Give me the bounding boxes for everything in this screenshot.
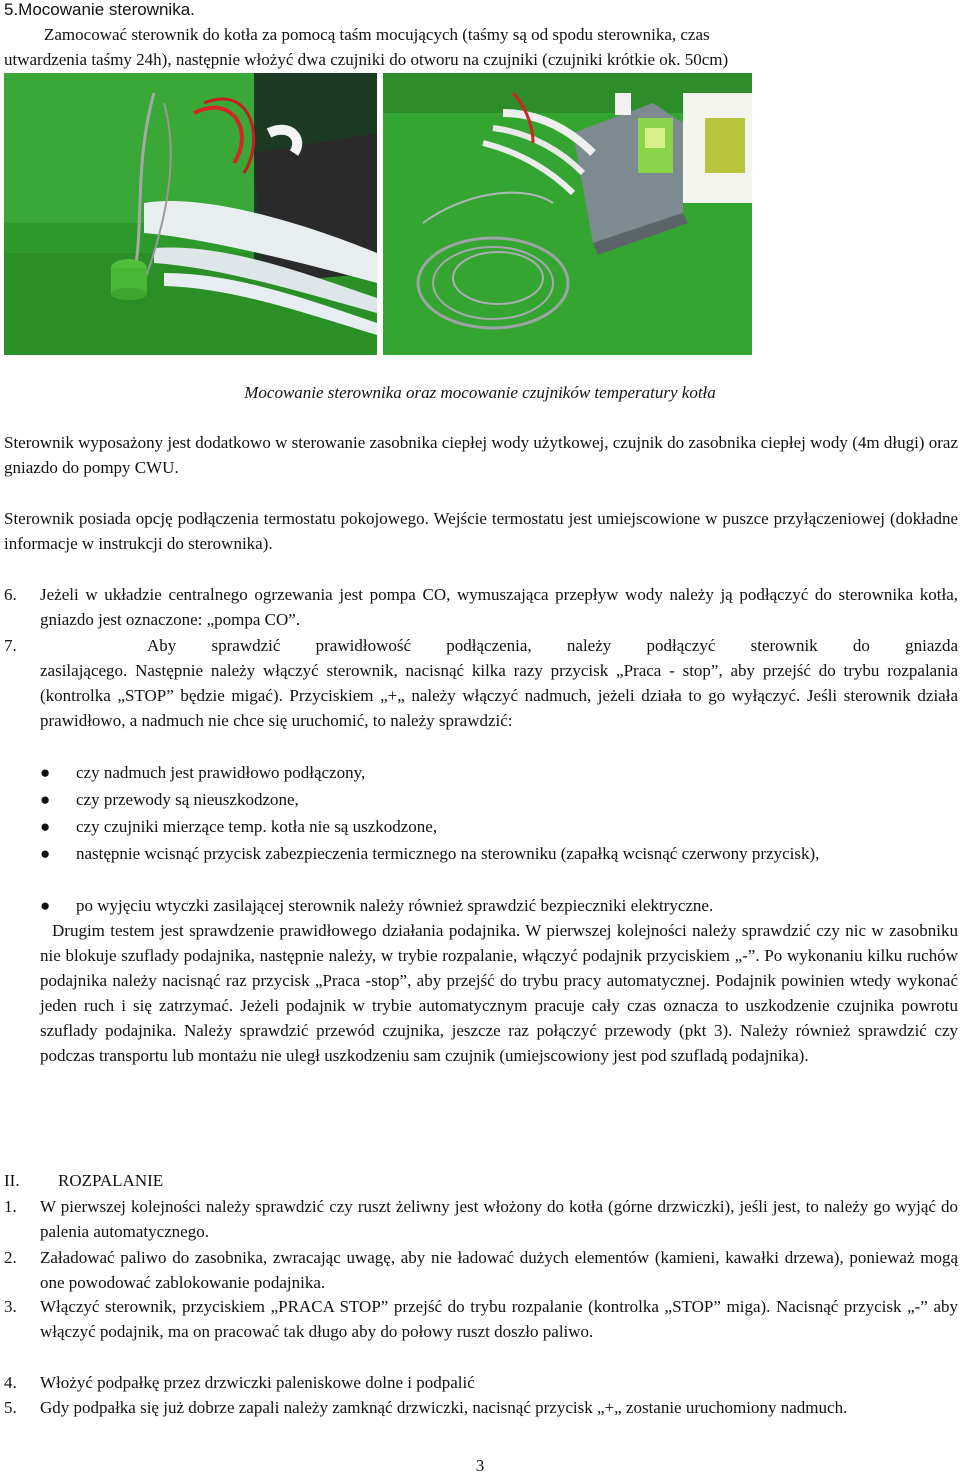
- step-number: 5.: [4, 1398, 17, 1417]
- step-number: 4.: [4, 1373, 17, 1392]
- item-7-text: zasilającego. Następnie należy włączyć sterownik, nacisnąć kilka razy przycisk „Praca - stop”, aby przejść do trybu rozpalania (kontrolka „STOP” będzie migać). Przyciskiem „+„ należy włączyć nadmuch, jeżeli działa to go wyłączyć. Jeśli sterownik działa prawidłowo, a nadmuch nie chce się uruchomić, to należy sprawdzić:: [40, 661, 958, 730]
- paragraph-cwu: Sterownik wyposażony jest dodatkowo w sterowanie zasobnika ciepłej wody użytkowej, czujnik do zasobnika ciepłej wody (4m długi) oraz gniazdo do pompy CWU.: [4, 433, 958, 477]
- list-item: następnie wcisnąć przycisk zabezpieczenia termicznego na sterowniku (zapałką wcisnąć czerwony przycisk),: [76, 844, 820, 863]
- paragraph-feeder-test: Drugim testem jest sprawdzenie prawidłowego działania podajnika. W pierwszej kolejności należy sprawdzić czy nic w zasobniku nie blokuje szuflady podajnika, następnie należy, w trybie rozpalanie, włączyć podajnik przyciskiem „-”. Po wykonaniu kilku ruchów podajnika należy nacisnąć raz przycisk „Praca -stop”, aby przejść do trybu pracy automatycznej. Podajnik powinien wtedy wykonać jeden ruch i się zatrzymać. Jeżeli podajnik w trybie automatycznym pracuje cały czas oznacza to uszkodzenie czujnika powrotu szuflady podajnika. Należy sprawdzić przewód czujnika, jeszcze raz połączyć przewody (pkt 3). Należy również sprawdzić czy podczas transportu lub montażu nie uległ uszkodzeniu sam czujnik (umiejscowiony jest pod szufladą podajnika).: [40, 921, 958, 1065]
- item-6-text: Jeżeli w układzie centralnego ogrzewania jest pompa CO, wymuszająca przepływ wody należy ją podłączyć do sterownika kotła, gniazdo jest oznaczone: „pompa CO”.: [40, 585, 958, 629]
- intro-line-2: utwardzenia taśmy 24h), następnie włożyć dwa czujniki do otworu na czujniki (czujniki krótkie ok. 50cm): [4, 50, 729, 69]
- step-number: 1.: [4, 1197, 17, 1216]
- section-number: II.: [4, 1171, 20, 1190]
- step-number: 2.: [4, 1248, 17, 1267]
- bullet-icon: ●: [40, 817, 51, 836]
- item-number: 6.: [4, 585, 17, 604]
- list-item: czy czujniki mierzące temp. kotła nie są uszkodzone,: [76, 817, 438, 836]
- step-text: Włożyć podpałkę przez drzwiczki paleniskowe dolne i podpalić: [40, 1373, 475, 1392]
- section-heading: 5.Mocowanie sterownika.: [4, 0, 195, 19]
- list-item: czy nadmuch jest prawidłowo podłączony,: [76, 763, 366, 782]
- bullet-icon: ●: [40, 790, 51, 809]
- step-text: Załadować paliwo do zasobnika, zwracając uwagę, aby nie ładować dużych elementów (kamieni, kawałki drzewa), ponieważ mogą one powodować zablokowanie podajnika.: [40, 1248, 958, 1292]
- photo-controller-mounting: [4, 73, 377, 355]
- figure-caption: Mocowanie sterownika oraz mocowanie czujników temperatury kotła: [244, 383, 716, 402]
- item-number: 7.: [4, 636, 17, 655]
- bullet-icon: ●: [40, 844, 51, 863]
- bullet-icon: ●: [40, 896, 51, 915]
- paragraph-thermostat: Sterownik posiada opcję podłączenia termostatu pokojowego. Wejście termostatu jest umiejscowione w puszce przyłączeniowej (dokładne informacje w instrukcji do sterownika).: [4, 509, 958, 553]
- list-item: czy przewody są nieuszkodzone,: [76, 790, 299, 809]
- step-number: 3.: [4, 1297, 17, 1316]
- list-item: po wyjęciu wtyczki zasilającej sterownik należy również sprawdzić bezpieczniki elektryczne.: [76, 896, 714, 915]
- step-text: Włączyć sterownik, przyciskiem „PRACA STOP” przejść do trybu rozpalanie (kontrolka „STOP” miga). Nacisnąć przycisk „-” aby włączyć podajnik, ma on pracować tak długo aby do połowy ruszt doszło paliwo.: [40, 1297, 958, 1341]
- photo-sensors: [383, 73, 752, 355]
- intro-line-1: Zamocować sterownik do kotła za pomocą taśm mocujących (taśmy są od spodu sterownika, czas: [44, 25, 710, 44]
- section-title: ROZPALANIE: [58, 1171, 164, 1190]
- page-number: 3: [475, 1456, 485, 1475]
- bullet-icon: ●: [40, 763, 51, 782]
- item-7-first-line: Aby sprawdzić prawidłowość podłączenia, należy podłączyć sterownik do gniazda: [147, 636, 958, 655]
- step-text: W pierwszej kolejności należy sprawdzić czy ruszt żeliwny jest włożony do kotła (górne drzwiczki), jeśli jest, to należy go wyjąć do palenia automatycznego.: [40, 1197, 958, 1241]
- step-text: Gdy podpałka się już dobrze zapali należy zamknąć drzwiczki, nacisnąć przycisk „+„ zostanie uruchomiony nadmuch.: [40, 1398, 848, 1417]
